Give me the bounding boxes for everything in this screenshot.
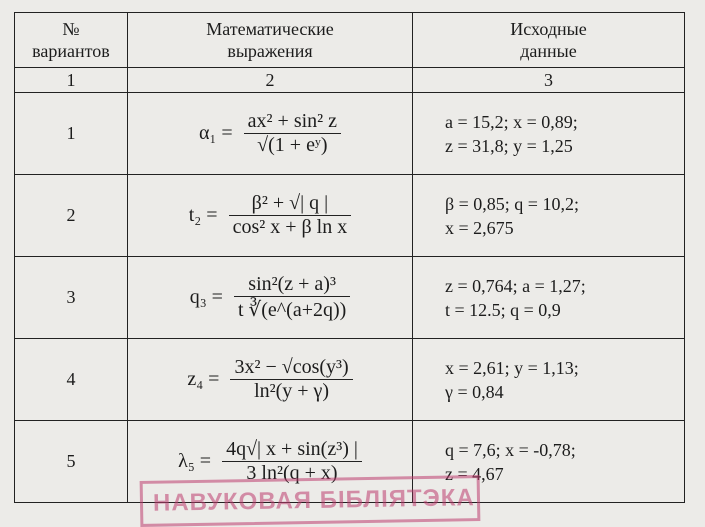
table-row (15, 257, 685, 339)
table-row (15, 175, 685, 257)
denominator: t ∛(e^(a+2q)) (237, 299, 347, 321)
fraction (229, 192, 352, 239)
math-expression (128, 339, 413, 421)
variant-number: 2 (15, 175, 128, 257)
header-variant-number: № вариантов (15, 13, 128, 68)
expression-lhs: z₄ = (187, 368, 220, 390)
variant-number: 5 (15, 421, 128, 503)
variant-number: 3 (15, 257, 128, 339)
fraction (244, 110, 341, 157)
variants-table (14, 12, 685, 503)
fraction (234, 273, 350, 322)
denominator: 3 ln²(q + x) (246, 462, 338, 484)
numerator: sin²(z + a)³ (234, 273, 350, 297)
numerator: ax² + sin² z (244, 110, 341, 134)
numerator: 4q√| x + sin(z³) | (222, 438, 362, 462)
denominator: cos² x + β ln x (232, 216, 348, 238)
expression-lhs: λ₅ = (178, 450, 212, 472)
expression-lhs: t₂ = (188, 204, 218, 226)
header-expressions: Математические выражения (128, 13, 413, 68)
input-data: q = 7,6; x = -0,78; z = 4,67 (413, 421, 685, 503)
math-expression (128, 257, 413, 339)
column-number: 2 (128, 68, 413, 93)
input-data: x = 2,61; y = 1,13; γ = 0,84 (413, 339, 685, 421)
numerator: 3x² − √cos(y³) (230, 356, 352, 380)
library-stamp: НАВУКОВАЯ БІБЛІЯТЭКА (140, 475, 481, 527)
denominator: ln²(y + γ) (254, 380, 330, 402)
column-number: 1 (15, 68, 128, 93)
header-row (15, 13, 685, 68)
table-row (15, 93, 685, 175)
denominator: √(1 + eʸ) (257, 134, 328, 156)
column-number-row (15, 68, 685, 93)
fraction (230, 356, 352, 403)
column-number: 3 (413, 68, 685, 93)
math-expression (128, 93, 413, 175)
input-data: z = 0,764; a = 1,27; t = 12.5; q = 0,9 (413, 257, 685, 339)
input-data: a = 15,2; x = 0,89; z = 31,8; y = 1,25 (413, 93, 685, 175)
math-expression (128, 175, 413, 257)
input-data: β = 0,85; q = 10,2; x = 2,675 (413, 175, 685, 257)
variant-number: 4 (15, 339, 128, 421)
variant-number: 1 (15, 93, 128, 175)
expression-lhs: α₁ = (198, 122, 233, 144)
table-row (15, 339, 685, 421)
expression-lhs: q₃ = (189, 286, 223, 308)
header-input-data: Исходные данные (413, 13, 685, 68)
numerator: β² + √| q | (229, 192, 352, 216)
